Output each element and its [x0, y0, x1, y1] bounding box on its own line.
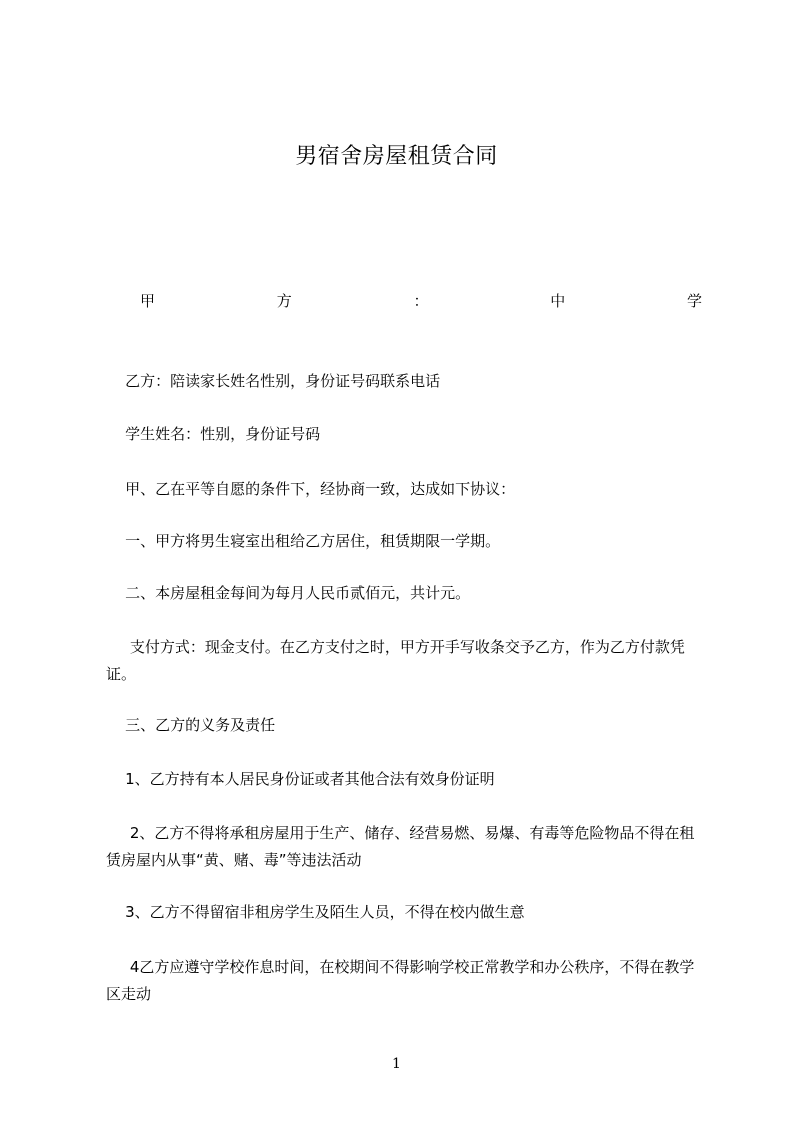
clause-2: 二、本房屋租金每间为每月人民币贰佰元，共计元。 — [106, 584, 471, 602]
student-info-line: 学生姓名：性别，身份证号码 — [106, 425, 321, 443]
party-a-char: ： — [413, 292, 429, 310]
party-a-char: 中 — [550, 292, 566, 310]
payment-method: 支付方式：现金支付。在乙方支付之时，甲方开手写收条交予乙方，作为乙方付款凭证。 — [106, 638, 685, 683]
party-b-line: 乙方：陪读家长姓名性别，身份证号码联系电话 — [106, 372, 441, 390]
clause-3-item-4: 4乙方应遵守学校作息时间，在校期间不得影响学校正常教学和办公秩序，不得在教学区走动 — [106, 958, 695, 1003]
clause-3-heading: 三、乙方的义务及责任 — [106, 716, 276, 734]
clause-3-item-1: 1、乙方持有本人居民身份证或者其他合法有效身份证明 — [106, 770, 495, 788]
page-number: 1 — [392, 1056, 401, 1072]
party-a-char: 方 — [276, 292, 292, 310]
agreement-intro: 甲、乙在平等自愿的条件下，经协商一致，达成如下协议： — [106, 480, 516, 498]
party-a-char: 学 — [686, 292, 702, 310]
clause-3-item-3: 3、乙方不得留宿非租房学生及陌生人员，不得在校内做生意 — [106, 903, 525, 921]
clause-1: 一、甲方将男生寝室出租给乙方居住，租赁期限一学期。 — [106, 532, 501, 550]
contract-title: 男宿舍房屋租赁合同 — [295, 144, 498, 169]
party-a-line — [140, 291, 702, 311]
party-a-char: 甲 — [140, 292, 156, 310]
clause-3-item-2: 2、乙方不得将承租房屋用于生产、储存、经营易燃、易爆、有毒等危险物品不得在租赁房屋内从事“黄、赌、毒”等违法活动 — [106, 824, 695, 869]
